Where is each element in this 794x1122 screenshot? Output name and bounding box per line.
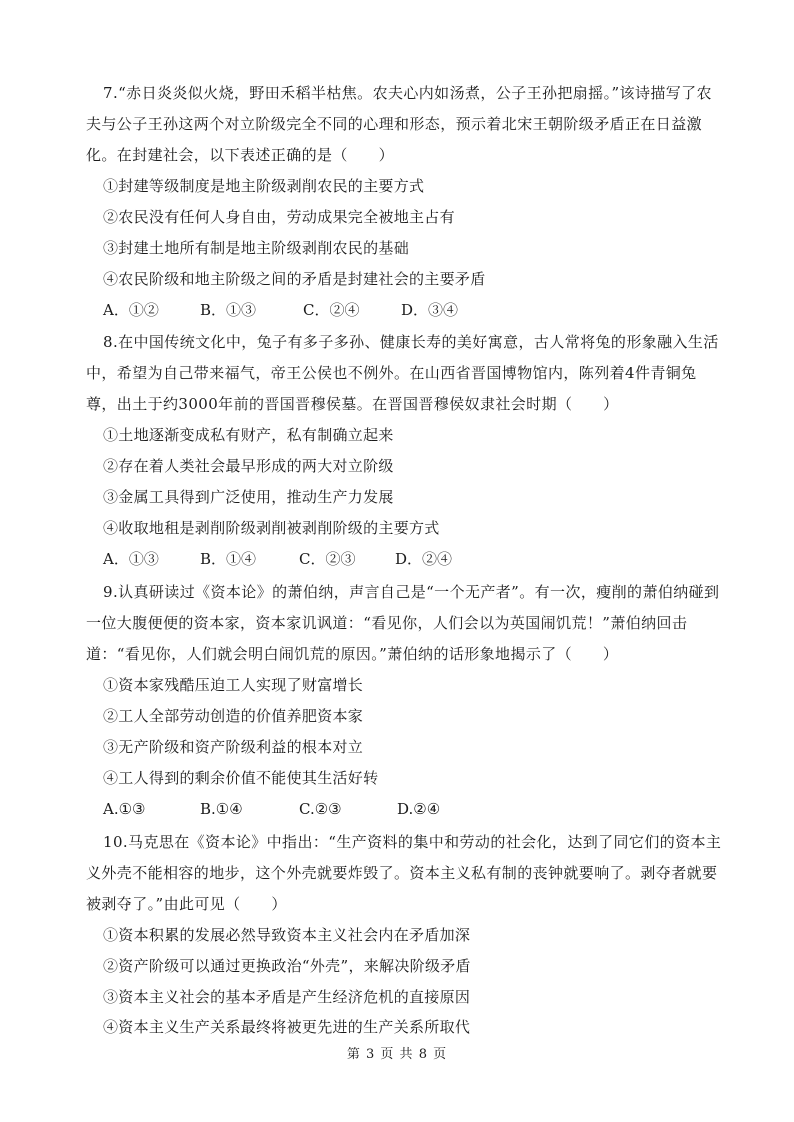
question-8-answer-c[interactable]: C．②③ bbox=[299, 550, 356, 568]
question-8-answer-b[interactable]: B．①④ bbox=[200, 550, 257, 568]
question-10-stem: 10.马克思在《资本论》中指出：“生产资料的集中和劳动的社会化，达到了同它们的资本主义外壳不能相容的地步，这个外壳就要炸毁了。资本主义私有制的丧钟就要响了。剥夺者就要被剥夺了。”由此可见（ ） bbox=[86, 833, 722, 913]
question-9-answer-d[interactable]: D.②④ bbox=[397, 800, 441, 818]
question-9-stem: 9.认真研读过《资本论》的萧伯纳，声言自己是“一个无产者”。有一次，瘦削的萧伯纳碰到一位大腹便便的资本家，资本家讥讽道：“看见你，人们会以为英国闹饥荒！”萧伯纳回击道：“看见你，人们就会明白闹饥荒的原因。”萧伯纳的话形象地揭示了（ ） bbox=[86, 583, 720, 663]
question-9-option-1: ①资本家残酷压迫工人实现了财富增长 bbox=[103, 676, 364, 694]
question-8-option-2: ②存在着人类社会最早形成的两大对立阶级 bbox=[103, 457, 394, 475]
question-9-option-2: ②工人全部劳动创造的价值养肥资本家 bbox=[103, 707, 364, 725]
question-9-answer-b[interactable]: B.①④ bbox=[200, 800, 243, 818]
question-8-answer-d[interactable]: D．②④ bbox=[395, 550, 453, 568]
question-9-option-3: ③无产阶级和资产阶级利益的根本对立 bbox=[103, 738, 364, 756]
question-8-answer-a[interactable]: A．①③ bbox=[103, 550, 159, 568]
question-7-answer-d[interactable]: D．③④ bbox=[401, 301, 459, 319]
question-7-stem: 7.“赤日炎炎似火烧，野田禾稻半枯焦。农夫心内如汤煮，公子王孙把扇摇。”该诗描写了农夫与公子王孙这两个对立阶级完全不同的心理和形态，预示着北宋王朝阶级矛盾正在日益激化。在封建社会，以下表述正确的是（ ） bbox=[86, 84, 712, 164]
question-7-answer-a[interactable]: A．①② bbox=[103, 301, 159, 319]
question-8-option-1: ①土地逐渐变成私有财产，私有制确立起来 bbox=[103, 426, 394, 444]
question-10-option-1: ①资本积累的发展必然导致资本主义社会内在矛盾加深 bbox=[103, 926, 471, 944]
question-7-option-3: ③封建土地所有制是地主阶级剥削农民的基础 bbox=[103, 239, 410, 257]
question-7-option-1: ①封建等级制度是地主阶级剥削农民的主要方式 bbox=[103, 177, 425, 195]
question-8-stem: 8.在中国传统文化中，兔子有多子多孙、健康长寿的美好寓意，古人常将兔的形象融入生活中，希望为自己带来福气，帝王公侯也不例外。在山西省晋国博物馆内，陈列着4件青铜兔尊，出土于约3000年前的晋国晋穆侯墓。在晋国晋穆侯奴隶社会时期（ ） bbox=[86, 333, 719, 413]
question-7-option-4: ④农民阶级和地主阶级之间的矛盾是封建社会的主要矛盾 bbox=[103, 270, 486, 288]
question-7-option-2: ②农民没有任何人身自由，劳动成果完全被地主占有 bbox=[103, 208, 455, 226]
question-9-answer-c[interactable]: C.②③ bbox=[299, 800, 342, 818]
question-8-option-4: ④收取地租是剥削阶级剥削被剥削阶级的主要方式 bbox=[103, 519, 440, 537]
question-10-option-2: ②资产阶级可以通过更换政治“外壳”，来解决阶级矛盾 bbox=[103, 957, 471, 975]
question-9-answer-a[interactable]: A.①③ bbox=[103, 800, 146, 818]
page-number-footer: 第 3 页 共 8 页 bbox=[346, 1047, 448, 1062]
question-10-option-4: ④资本主义生产关系最终将被更先进的生产关系所取代 bbox=[103, 1018, 471, 1036]
question-8-option-3: ③金属工具得到广泛使用，推动生产力发展 bbox=[103, 488, 394, 506]
question-9-option-4: ④工人得到的剩余价值不能使其生活好转 bbox=[103, 769, 379, 787]
question-7-answer-c[interactable]: C．②④ bbox=[303, 301, 360, 319]
question-10-option-3: ③资本主义社会的基本矛盾是产生经济危机的直接原因 bbox=[103, 988, 471, 1006]
question-7-answer-b[interactable]: B．①③ bbox=[200, 301, 257, 319]
